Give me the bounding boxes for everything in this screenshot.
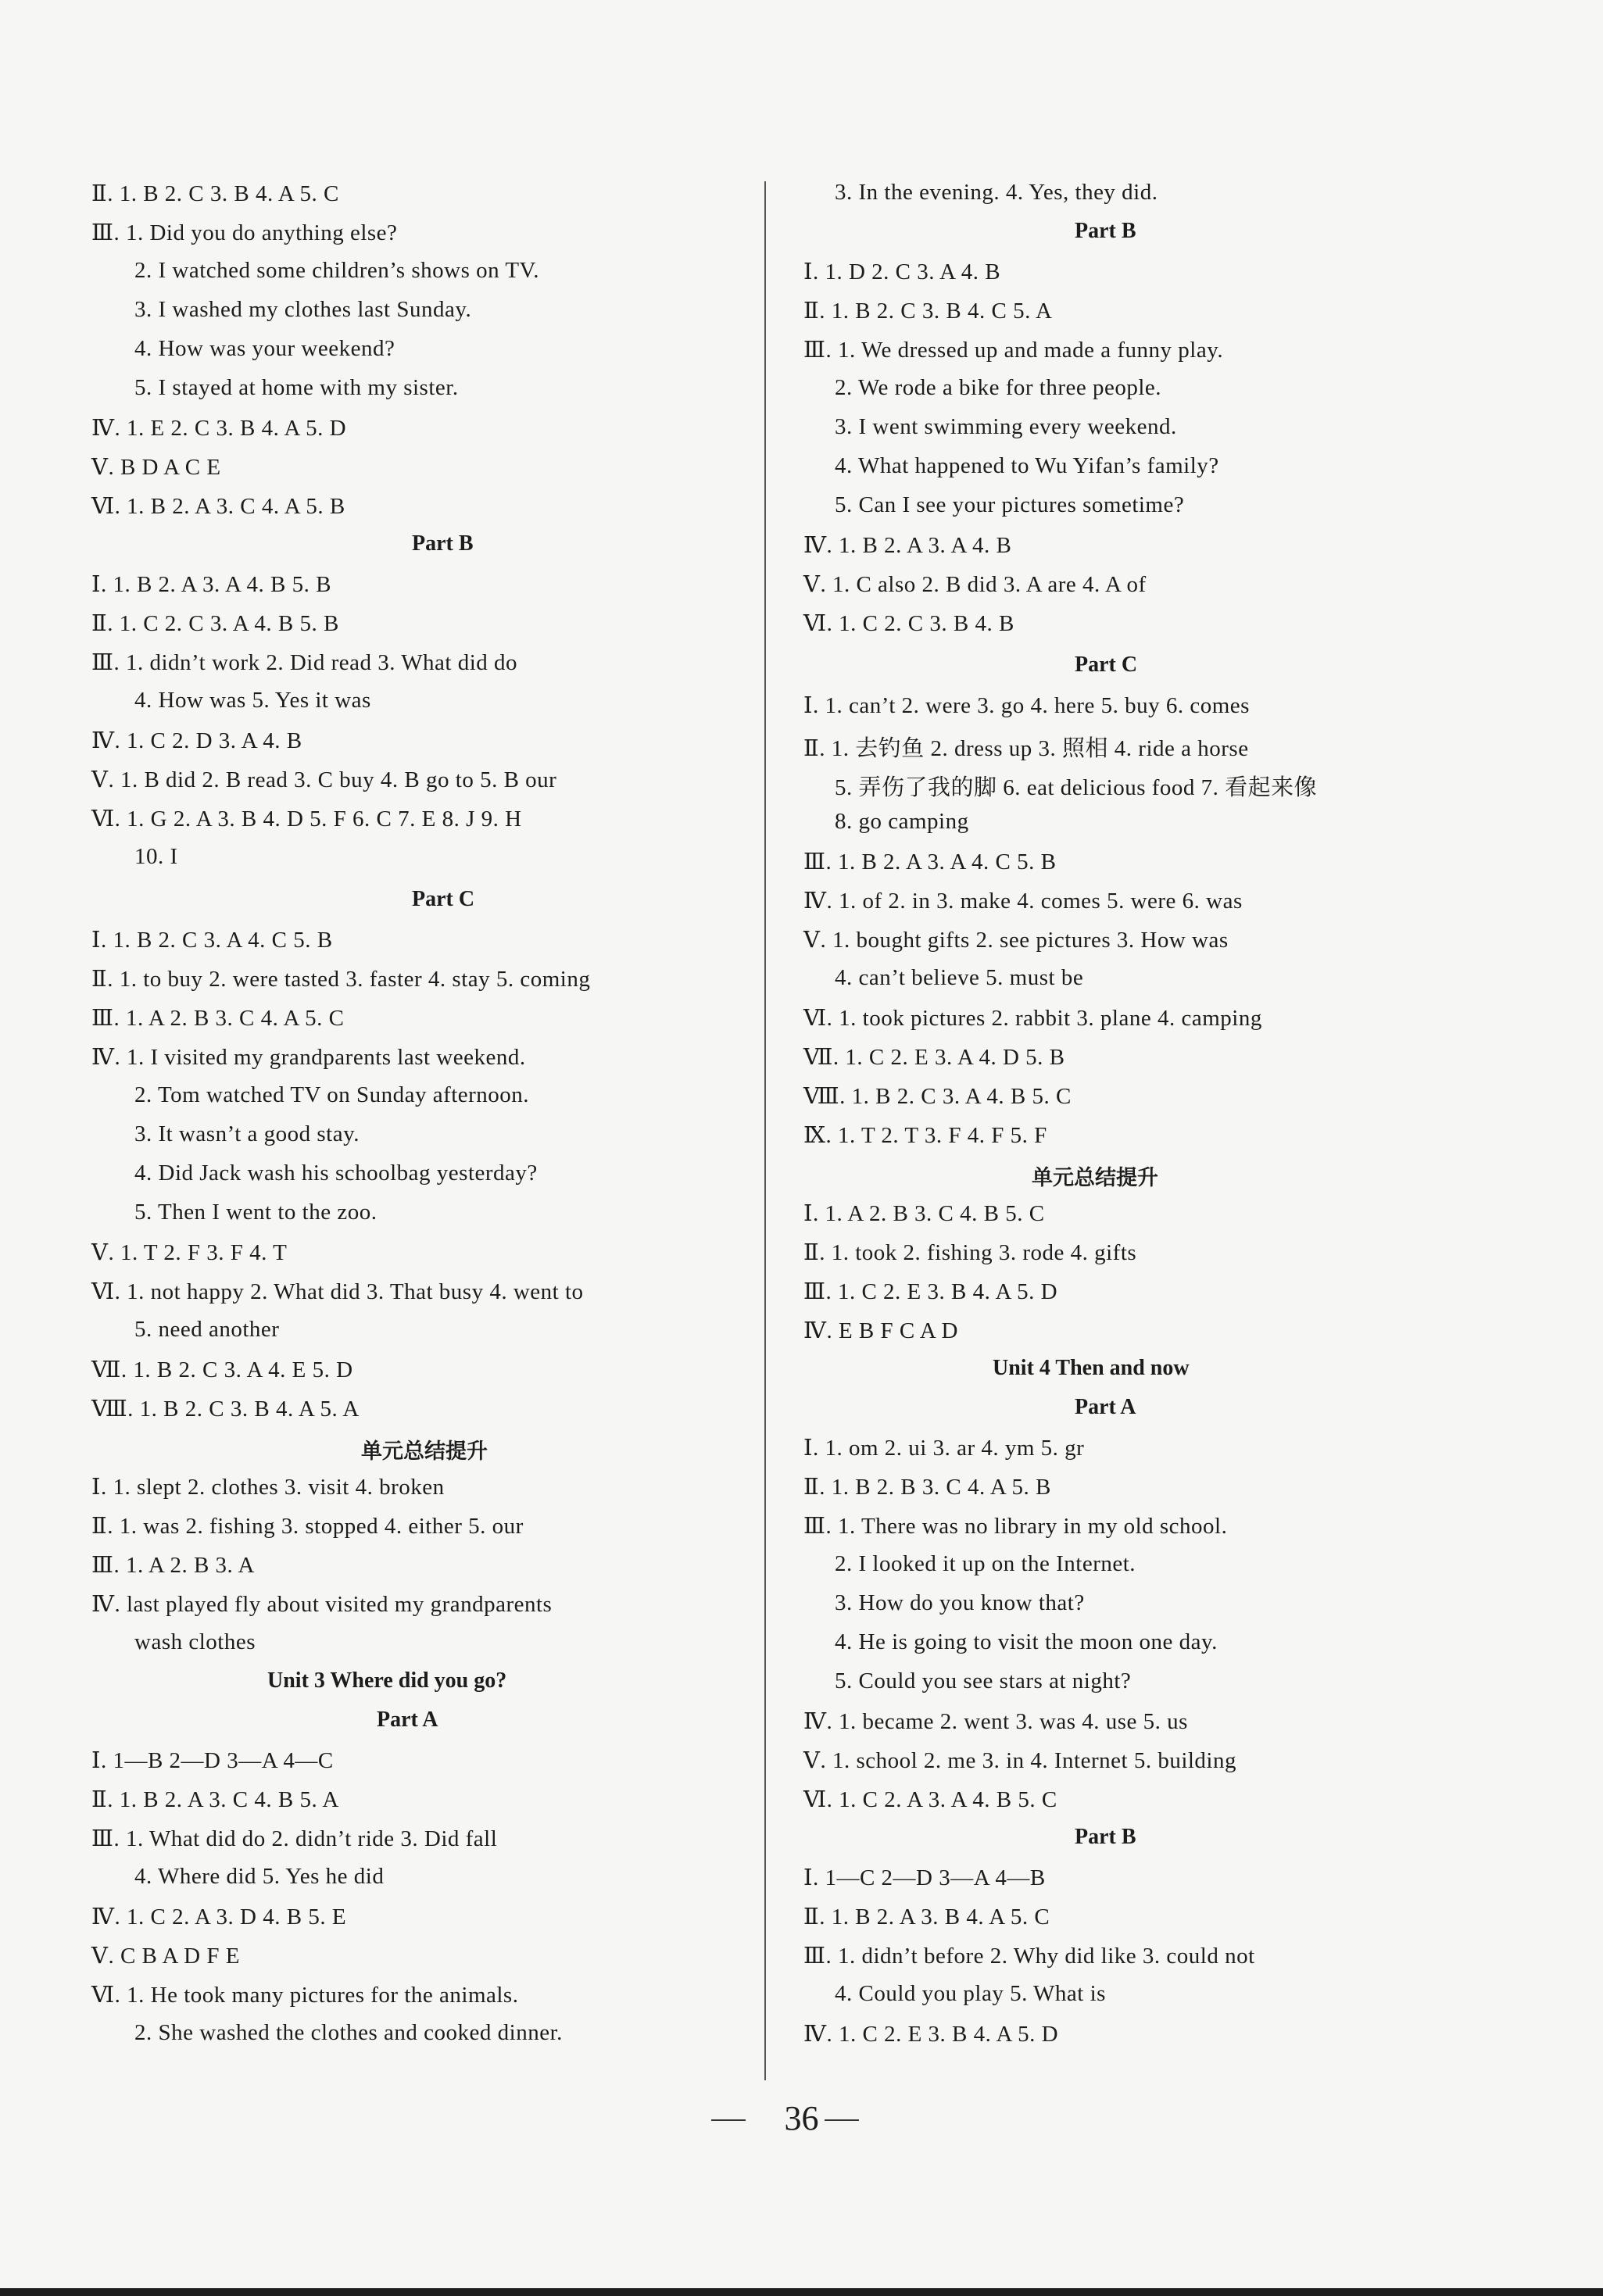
answer-line: Ⅱ. 1. B 2. C 3. B 4. A 5. C (91, 181, 339, 206)
answer-line: 2. She washed the clothes and cooked dinner. (134, 2020, 563, 2045)
answer-line: Ⅰ. 1. D 2. C 3. A 4. B (803, 259, 1001, 284)
answer-line: 3. I washed my clothes last Sunday. (134, 297, 472, 322)
answer-line: Ⅴ. 1. bought gifts 2. see pictures 3. How was (803, 928, 1229, 953)
answer-line: 5. Then I went to the zoo. (134, 1200, 377, 1225)
answer-line: 4. How was your weekend? (134, 336, 395, 361)
answer-line: Ⅲ. 1. A 2. B 3. C 4. A 5. C (91, 1006, 345, 1031)
answer-line: Ⅳ. E B F C A D (803, 1318, 958, 1343)
answer-line: Ⅱ. 1. to buy 2. were tasted 3. faster 4. stay 5. coming (91, 967, 591, 992)
section-heading: Part B (1075, 1825, 1136, 1849)
answer-line: Ⅵ. 1. B 2. A 3. C 4. A 5. B (91, 494, 345, 519)
answer-line: Ⅳ. 1. C 2. D 3. A 4. B (91, 728, 302, 753)
answer-line: Ⅱ. 1. B 2. A 3. B 4. A 5. C (803, 1904, 1050, 1929)
answer-line: Ⅱ. 1. took 2. fishing 3. rode 4. gifts (803, 1240, 1137, 1265)
answer-line: Ⅰ. 1—C 2—D 3—A 4—B (803, 1865, 1046, 1890)
answer-line: 3. How do you know that? (835, 1590, 1085, 1615)
answer-line: Ⅳ. last played fly about visited my grandparents (91, 1592, 553, 1617)
answer-line: 2. We rode a bike for three people. (835, 375, 1162, 400)
answer-line: Ⅵ. 1. took pictures 2. rabbit 3. plane 4. camping (803, 1006, 1262, 1031)
answer-line: Ⅱ. 1. B 2. C 3. B 4. C 5. A (803, 299, 1053, 324)
answer-line: Ⅴ. C B A D F E (91, 1944, 240, 1969)
answer-line: 4. Could you play 5. What is (835, 1981, 1106, 2006)
answer-line: Ⅵ. 1. C 2. C 3. B 4. B (803, 611, 1014, 636)
answer-line: Ⅳ. 1. B 2. A 3. A 4. B (803, 533, 1012, 558)
answer-line: Ⅳ. 1. became 2. went 3. was 4. use 5. us (803, 1709, 1188, 1734)
answer-line: Ⅶ. 1. C 2. E 3. A 4. D 5. B (803, 1045, 1065, 1070)
answer-line: 5. 弄伤了我的脚 6. eat delicious food 7. 看起来像 (835, 775, 1318, 800)
answer-line: Ⅳ. 1. I visited my grandparents last weekend. (91, 1045, 526, 1070)
answer-line: 5. need another (134, 1317, 280, 1342)
answer-line: Ⅴ. B D A C E (91, 455, 221, 480)
answer-line: Ⅰ. 1. slept 2. clothes 3. visit 4. broken (91, 1475, 445, 1500)
answer-line: 10. I (134, 844, 178, 869)
answer-line: 5. Could you see stars at night? (835, 1668, 1132, 1693)
answer-line: Ⅶ. 1. B 2. C 3. A 4. E 5. D (91, 1357, 353, 1382)
answer-line: Ⅰ. 1. can’t 2. were 3. go 4. here 5. buy 6. comes (803, 693, 1250, 718)
answer-line: 5. Can I see your pictures sometime? (835, 492, 1185, 517)
answer-line: Ⅴ. 1. T 2. F 3. F 4. T (91, 1240, 288, 1265)
answer-line: Ⅲ. 1. didn’t before 2. Why did like 3. could not (803, 1944, 1255, 1969)
answer-line: Ⅷ. 1. B 2. C 3. A 4. B 5. C (803, 1084, 1072, 1109)
answer-line: Ⅵ. 1. He took many pictures for the animals. (91, 1983, 519, 2008)
footer-dash-right (825, 2119, 859, 2121)
answer-line: 2. I watched some children’s shows on TV. (134, 258, 540, 283)
answer-line: 4. He is going to visit the moon one day. (835, 1629, 1218, 1654)
answer-line: Ⅴ. 1. C also 2. B did 3. A are 4. A of (803, 572, 1147, 597)
answer-line: 2. Tom watched TV on Sunday afternoon. (134, 1082, 530, 1107)
answer-line: Ⅵ. 1. C 2. A 3. A 4. B 5. C (803, 1787, 1057, 1812)
answer-line: Ⅵ. 1. G 2. A 3. B 4. D 5. F 6. C 7. E 8. J 9. H (91, 806, 522, 831)
answer-line: Ⅴ. 1. B did 2. B read 3. C buy 4. B go to 5. B our (91, 767, 557, 792)
answer-line: 4. What happened to Wu Yifan’s family? (835, 453, 1219, 478)
section-heading: Part A (377, 1708, 438, 1732)
answer-line: Ⅱ. 1. C 2. C 3. A 4. B 5. B (91, 611, 339, 636)
section-heading: Part C (412, 887, 475, 911)
answer-line: Ⅰ. 1—B 2—D 3—A 4—C (91, 1748, 334, 1773)
answer-line: Ⅲ. 1. A 2. B 3. A (91, 1553, 255, 1578)
answer-line: Ⅸ. 1. T 2. T 3. F 4. F 5. F (803, 1123, 1047, 1148)
answer-line: 3. It wasn’t a good stay. (134, 1121, 360, 1146)
answer-line: Ⅰ. 1. A 2. B 3. C 4. B 5. C (803, 1201, 1045, 1226)
unit-summary-heading: 单元总结提升 (1032, 1166, 1158, 1190)
answer-line: 4. can’t believe 5. must be (835, 965, 1084, 990)
answer-line: Ⅱ. 1. B 2. A 3. C 4. B 5. A (91, 1787, 339, 1812)
answer-line: 5. I stayed at home with my sister. (134, 375, 459, 400)
answer-line: Ⅰ. 1. om 2. ui 3. ar 4. ym 5. gr (803, 1436, 1085, 1461)
answer-line: 2. I looked it up on the Internet. (835, 1551, 1136, 1576)
answer-line: wash clothes (134, 1629, 256, 1654)
bottom-edge-bar (0, 2288, 1603, 2296)
answer-line: Ⅲ. 1. We dressed up and made a funny play. (803, 338, 1224, 363)
answer-line: Ⅲ. 1. What did do 2. didn’t ride 3. Did fall (91, 1826, 498, 1851)
answer-line: 3. I went swimming every weekend. (835, 414, 1177, 439)
answer-line: Ⅱ. 1. 去钓鱼 2. dress up 3. 照相 4. ride a horse (803, 736, 1249, 761)
answer-line: Ⅲ. 1. There was no library in my old school. (803, 1514, 1228, 1539)
answer-line: 4. How was 5. Yes it was (134, 688, 371, 713)
answer-line: Ⅴ. 1. school 2. me 3. in 4. Internet 5. building (803, 1748, 1236, 1773)
page-number: 36 (784, 2099, 819, 2137)
answer-line: Ⅰ. 1. B 2. C 3. A 4. C 5. B (91, 928, 333, 953)
section-heading: Part A (1075, 1395, 1136, 1419)
answer-line: 4. Where did 5. Yes he did (134, 1864, 385, 1889)
section-heading: Unit 3 Where did you go? (267, 1668, 507, 1693)
answer-line: Ⅲ. 1. C 2. E 3. B 4. A 5. D (803, 1279, 1058, 1304)
answer-line: Ⅲ. 1. Did you do anything else? (91, 220, 398, 245)
answer-line: Ⅵ. 1. not happy 2. What did 3. That busy 4. went to (91, 1279, 584, 1304)
answer-line: 3. In the evening. 4. Yes, they did. (835, 180, 1158, 205)
answer-line: Ⅳ. 1. E 2. C 3. B 4. A 5. D (91, 416, 347, 441)
answer-line: 4. Did Jack wash his schoolbag yesterday? (134, 1161, 538, 1186)
answer-line: Ⅱ. 1. was 2. fishing 3. stopped 4. either 5. our (91, 1514, 524, 1539)
section-heading: Part C (1075, 653, 1138, 677)
answer-line: Ⅰ. 1. B 2. A 3. A 4. B 5. B (91, 572, 331, 597)
answer-line: Ⅲ. 1. didn’t work 2. Did read 3. What did do (91, 650, 518, 675)
answer-line: Ⅲ. 1. B 2. A 3. A 4. C 5. B (803, 849, 1057, 874)
unit-summary-heading: 单元总结提升 (361, 1439, 488, 1464)
section-heading: Unit 4 Then and now (993, 1356, 1190, 1380)
answer-line: 8. go camping (835, 809, 969, 834)
answer-line: Ⅳ. 1. C 2. A 3. D 4. B 5. E (91, 1904, 347, 1929)
answer-line: Ⅳ. 1. of 2. in 3. make 4. comes 5. were 6. was (803, 889, 1243, 914)
answer-line: Ⅳ. 1. C 2. E 3. B 4. A 5. D (803, 2022, 1059, 2047)
column-divider (764, 181, 766, 2080)
answer-line: Ⅷ. 1. B 2. C 3. B 4. A 5. A (91, 1397, 360, 1422)
section-heading: Part B (1075, 219, 1136, 243)
answer-line: Ⅱ. 1. B 2. B 3. C 4. A 5. B (803, 1475, 1051, 1500)
section-heading: Part B (412, 531, 474, 556)
